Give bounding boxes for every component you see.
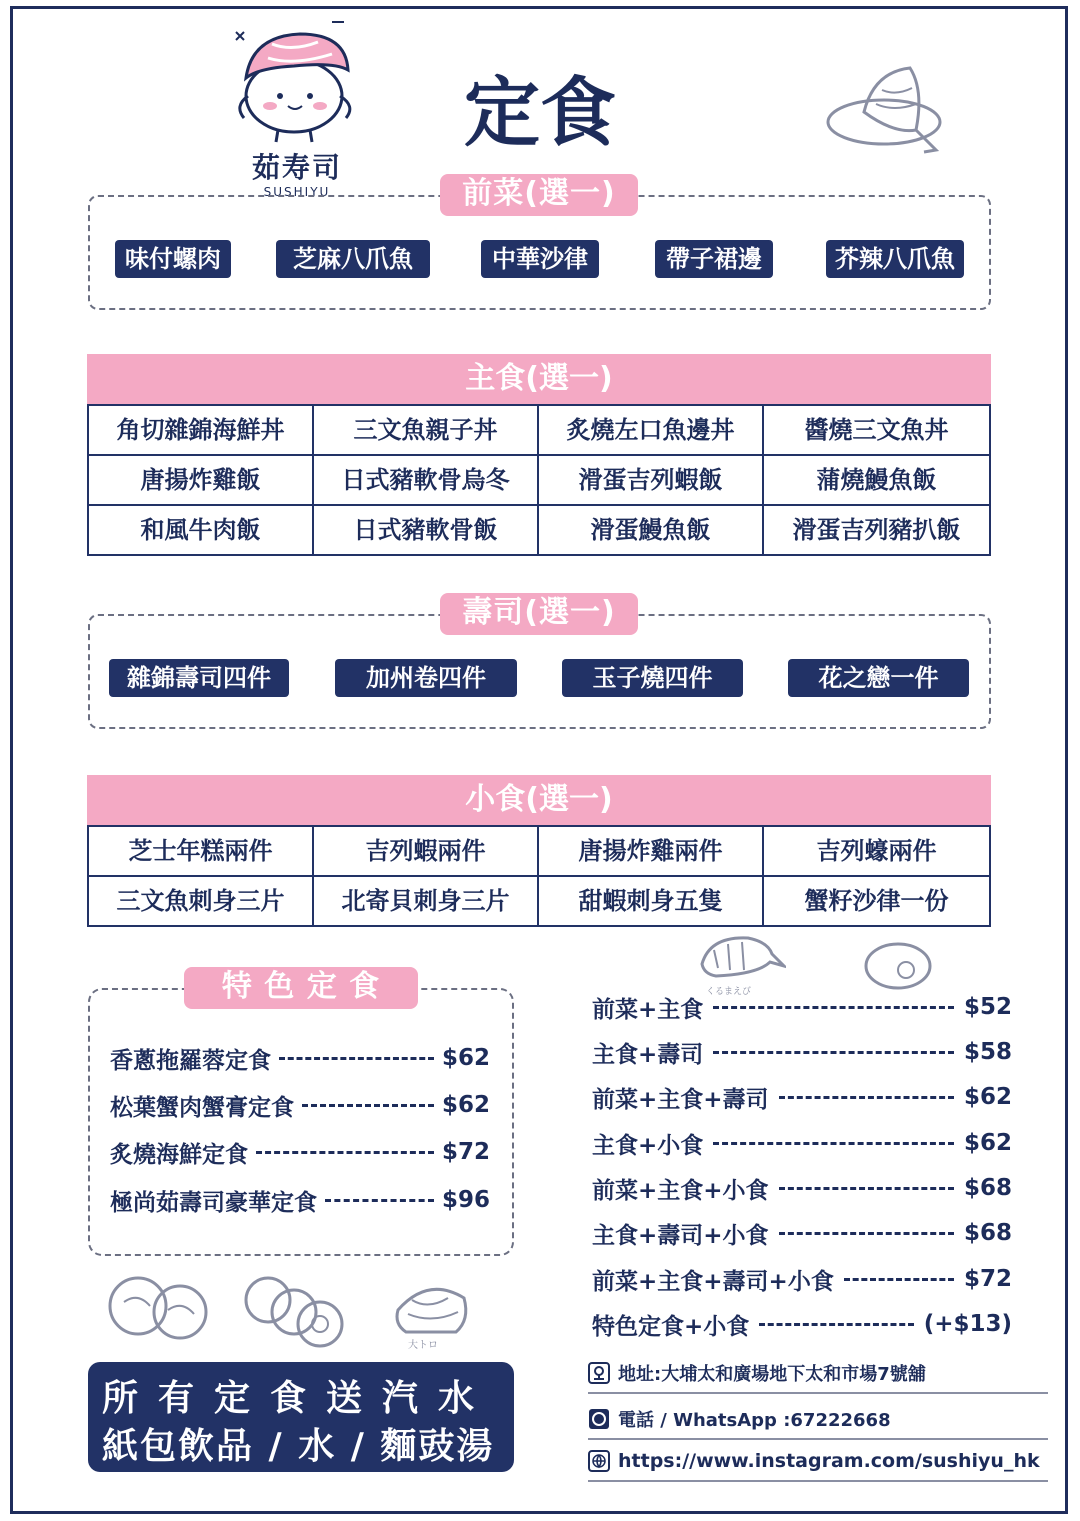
main-item: 滑蛋吉列豬扒飯 xyxy=(764,504,989,554)
combo-item xyxy=(592,1260,1012,1298)
combo-price: $52 xyxy=(963,994,1012,1020)
shrimp-nigiri-icon xyxy=(696,930,786,986)
address-text: 地址:大埔太和廣場地下太和市場7號舖 xyxy=(618,1364,926,1385)
globe-icon xyxy=(588,1450,610,1472)
special-item xyxy=(110,1182,490,1218)
combo-price: (+$13) xyxy=(923,1311,1012,1337)
special-name: 松葉蟹肉蟹膏定食 xyxy=(110,1094,294,1121)
appetizer-item: 中華沙律 xyxy=(481,240,599,278)
fish-sushi-icon xyxy=(824,60,954,160)
snack-item: 吉列蠔兩件 xyxy=(764,825,989,875)
instagram-row[interactable] xyxy=(588,1442,1048,1482)
special-price: $72 xyxy=(441,1139,490,1165)
snack-item: 甜蝦刺身五隻 xyxy=(539,875,764,925)
sushi-item: 花之戀一件 xyxy=(788,659,969,697)
combo-name: 主食+壽司 xyxy=(592,1041,704,1068)
combo-price: $68 xyxy=(963,1220,1012,1246)
snack-table xyxy=(87,825,991,927)
main-table xyxy=(87,404,991,556)
special-price: $96 xyxy=(441,1187,490,1213)
main-item: 炙燒左口魚邊丼 xyxy=(539,404,764,454)
special-item xyxy=(110,1040,490,1076)
special-name: 炙燒海鮮定食 xyxy=(110,1141,248,1168)
page-title: 定食 xyxy=(464,68,616,157)
shrimp-label: くるまえび xyxy=(706,987,752,997)
phone-text: 電話 / WhatsApp :67222668 xyxy=(618,1410,891,1431)
main-item: 日式豬軟骨烏冬 xyxy=(314,454,539,504)
special-price: $62 xyxy=(441,1045,490,1071)
bonus-line-2: 紙包飲品 / 水 / 麵豉湯 xyxy=(102,1426,495,1467)
combo-price: $72 xyxy=(963,1266,1012,1292)
combo-name: 前菜+主食+壽司+小食 xyxy=(592,1268,834,1295)
snack-item: 蟹籽沙律一份 xyxy=(764,875,989,925)
tamago-roll-icon xyxy=(860,938,936,994)
appetizer-item: 帶子裙邊 xyxy=(655,240,773,278)
combo-name: 前菜+主食+小食 xyxy=(592,1177,769,1204)
combo-name: 主食+小食 xyxy=(592,1132,704,1159)
address-row xyxy=(588,1354,1048,1394)
location-icon xyxy=(588,1362,610,1384)
sushi-item: 雜錦壽司四件 xyxy=(109,659,289,697)
snack-item: 三文魚刺身三片 xyxy=(89,875,314,925)
whatsapp-icon xyxy=(588,1408,610,1430)
salmon-roll-icon xyxy=(104,1272,214,1342)
toro-label: 大トロ xyxy=(408,1340,438,1351)
instagram-link[interactable]: https://www.instagram.com/sushiyu_hk xyxy=(618,1450,1040,1472)
special-item xyxy=(110,1087,490,1123)
sushi-mascot-icon xyxy=(222,18,372,148)
snack-item: 北寄貝刺身三片 xyxy=(314,875,539,925)
main-item: 日式豬軟骨飯 xyxy=(314,504,539,554)
appetizer-item: 味付螺肉 xyxy=(115,240,231,278)
combo-item xyxy=(592,1078,1012,1116)
sushi-item: 加州卷四件 xyxy=(335,659,517,697)
bonus-banner xyxy=(88,1362,514,1472)
bonus-line-1: 所有定食送汽水 xyxy=(102,1378,495,1419)
combo-price: $62 xyxy=(963,1084,1012,1110)
snack-header: 小食(選一) xyxy=(87,775,991,825)
appetizer-item: 芥辣八爪魚 xyxy=(826,240,964,278)
combo-item xyxy=(592,1124,1012,1162)
combo-price: $68 xyxy=(963,1175,1012,1201)
sushi-header: 壽司(選一) xyxy=(440,593,638,635)
main-item: 和風牛肉飯 xyxy=(89,504,314,554)
combo-name: 前菜+主食 xyxy=(592,996,704,1023)
combo-item xyxy=(592,1305,1012,1343)
snack-item: 吉列蝦兩件 xyxy=(314,825,539,875)
combo-item xyxy=(592,1169,1012,1207)
combo-name: 前菜+主食+壽司 xyxy=(592,1086,769,1113)
combo-item xyxy=(592,988,1012,1026)
sushi-item: 玉子燒四件 xyxy=(562,659,743,697)
main-item: 三文魚親子丼 xyxy=(314,404,539,454)
main-item: 滑蛋吉列蝦飯 xyxy=(539,454,764,504)
special-name: 香蔥拖羅蓉定食 xyxy=(110,1047,271,1074)
main-header: 主食(選一) xyxy=(87,354,991,404)
brand-logo xyxy=(222,18,372,199)
snack-item: 芝士年糕兩件 xyxy=(89,825,314,875)
main-item: 唐揚炸雞飯 xyxy=(89,454,314,504)
special-item xyxy=(110,1134,490,1170)
main-item: 角切雜錦海鮮丼 xyxy=(89,404,314,454)
combo-name: 主食+壽司+小食 xyxy=(592,1222,769,1249)
brand-name-en: SUSHIYU xyxy=(263,185,331,199)
brand-name-cn: 茹寿司 xyxy=(251,151,342,184)
special-header: 特 色 定 食 xyxy=(184,967,418,1009)
combo-price: $62 xyxy=(963,1130,1012,1156)
phone-row xyxy=(588,1400,1048,1440)
special-name: 極尚茹壽司豪華定食 xyxy=(110,1189,317,1216)
main-item: 滑蛋鰻魚飯 xyxy=(539,504,764,554)
combo-item xyxy=(592,1033,1012,1071)
combo-price: $58 xyxy=(963,1039,1012,1065)
main-item: 蒲燒鰻魚飯 xyxy=(764,454,989,504)
appetizer-header: 前菜(選一) xyxy=(440,174,638,216)
snack-item: 唐揚炸雞兩件 xyxy=(539,825,764,875)
combo-name: 特色定食+小食 xyxy=(592,1313,750,1340)
combo-item xyxy=(592,1214,1012,1252)
maki-roll-icon xyxy=(242,1272,352,1352)
main-item: 醬燒三文魚丼 xyxy=(764,404,989,454)
special-price: $62 xyxy=(441,1092,490,1118)
appetizer-item: 芝麻八爪魚 xyxy=(276,240,430,278)
